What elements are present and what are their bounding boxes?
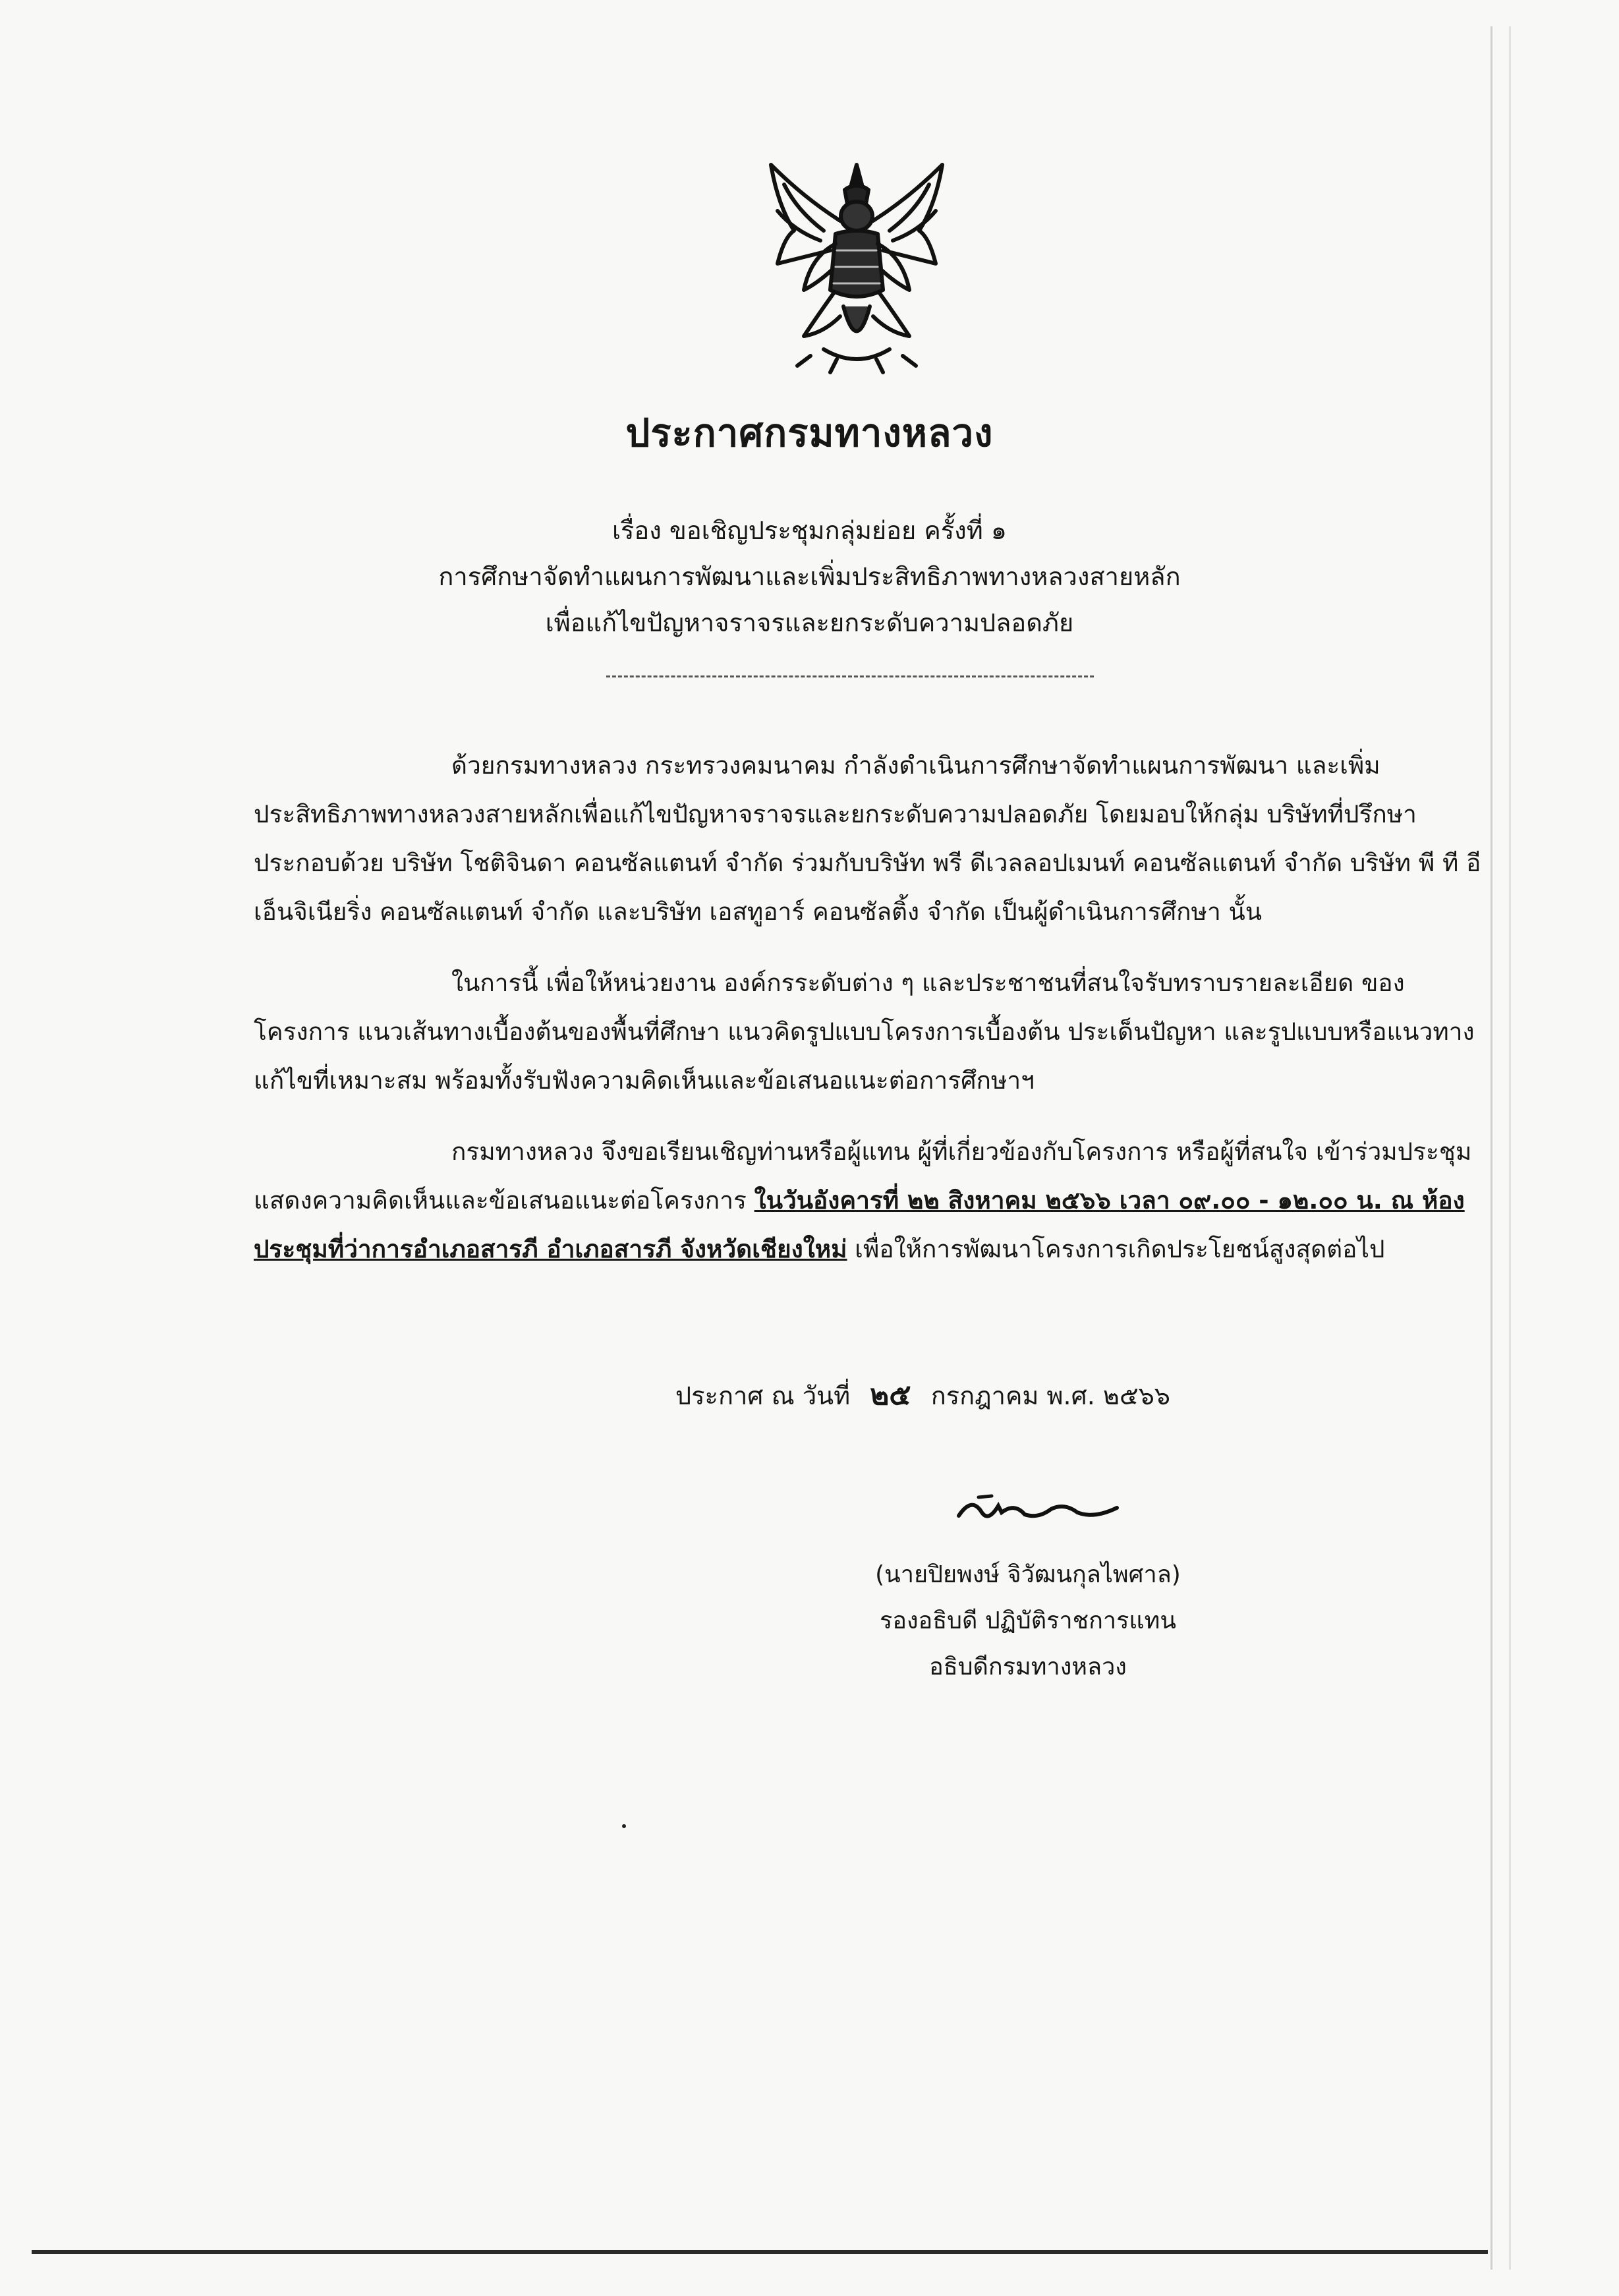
announcement-date	[675, 1372, 1170, 1419]
announcement-day: ๒๕	[870, 1378, 911, 1412]
scan-speck	[622, 1824, 626, 1828]
garuda-emblem-icon	[758, 158, 955, 376]
subject-block	[0, 507, 1619, 646]
paragraph	[254, 959, 1492, 1105]
signatory-position: รองอธิบดี ปฏิบัติราชการแทน	[880, 1607, 1176, 1634]
paragraph-text: กรมทางหลวง จึงขอเรียนเชิญท่านหรือผู้แทน ผู้ที่เกี่ยวข้องกับโครงการ หรือผู้ที่สนใจ เข้าร่วมประชุมแสดงความคิดเห็นและข้อเสนอแนะต่อโครงการ	[254, 1137, 1472, 1215]
paragraph-text: ด้วยกรมทางหลวง กระทรวงคมนาคม กำลังดำเนินการศึกษาจัดทำแผนการพัฒนา และเพิ่มประสิทธิภาพทางหลวงสายหลักเพื่อแก้ไขปัญหาจราจรและยกระดับความปลอดภัย โดยมอบให้กลุ่ม บริษัทที่ปรึกษา ประกอบด้วย บริษัท โชติจินดา คอนซัลแตนท์ จำกัด ร่วมกับบริษัท พรี ดีเวลลอปเมนท์ คอนซัลแตนท์ จำกัด บริษัท พี ที อี เอ็นจิเนียริ่ง คอนซัลแตนท์ จำกัด และบริษัท เอสทูอาร์ คอนซัลติ้ง จำกัด เป็นผู้ดำเนินการศึกษา นั้น	[254, 751, 1481, 926]
announcement-prefix: ประกาศ ณ วันที่	[675, 1381, 851, 1410]
subject-line: เรื่อง ขอเชิญประชุมกลุ่มย่อย ครั้งที่ ๑	[611, 516, 1007, 545]
paragraph	[254, 1128, 1492, 1274]
signatory-block	[857, 1552, 1199, 1690]
scan-edge-line	[1509, 26, 1511, 2270]
paragraph-text: เพื่อให้การพัฒนาโครงการเกิดประโยชน์สูงสุดต่อไป	[847, 1235, 1385, 1263]
paragraph	[254, 741, 1492, 936]
signatory-office: อธิบดีกรมทางหลวง	[929, 1653, 1127, 1680]
handwritten-signature	[952, 1483, 1123, 1535]
announcement-month-year: กรกฎาคม พ.ศ. ๒๕๖๖	[930, 1381, 1170, 1410]
dashed-divider	[606, 675, 1094, 677]
body-text	[254, 741, 1492, 1296]
page-title: ประกาศกรมทางหลวง	[625, 411, 994, 455]
meeting-details: ในวันอังคารที่ ๒๒ สิงหาคม ๒๕๖๖ เวลา ๐๙.๐๐ - ๑๒.๐๐ น. ณ ห้องประชุมที่ว่าการอำเภอสารภี อำเภอสารภี จังหวัดเชียงใหม่	[254, 1186, 1465, 1263]
subject-line: เพื่อแก้ไขปัญหาจราจรและยกระดับความปลอดภัย	[545, 608, 1074, 637]
paragraph-text: ในการนี้ เพื่อให้หน่วยงาน องค์กรระดับต่าง ๆ และประชาชนที่สนใจรับทราบรายละเอียด ของโครงการ แนวเส้นทางเบื้องต้นของพื้นที่ศึกษา แนวคิดรูปแบบโครงการเบื้องต้น ประเด็นปัญหา และรูปแบบหรือแนวทางแก้ไขที่เหมาะสม พร้อมทั้งรับฟังความคิดเห็นและข้อเสนอแนะต่อการศึกษาฯ	[254, 969, 1475, 1095]
bottom-rule	[32, 2250, 1488, 2254]
subject-line: การศึกษาจัดทำแผนการพัฒนาและเพิ่มประสิทธิภาพทางหลวงสายหลัก	[438, 562, 1181, 591]
signatory-name: (นายปิยพงษ์ จิวัฒนกุลไพศาล)	[875, 1561, 1181, 1588]
